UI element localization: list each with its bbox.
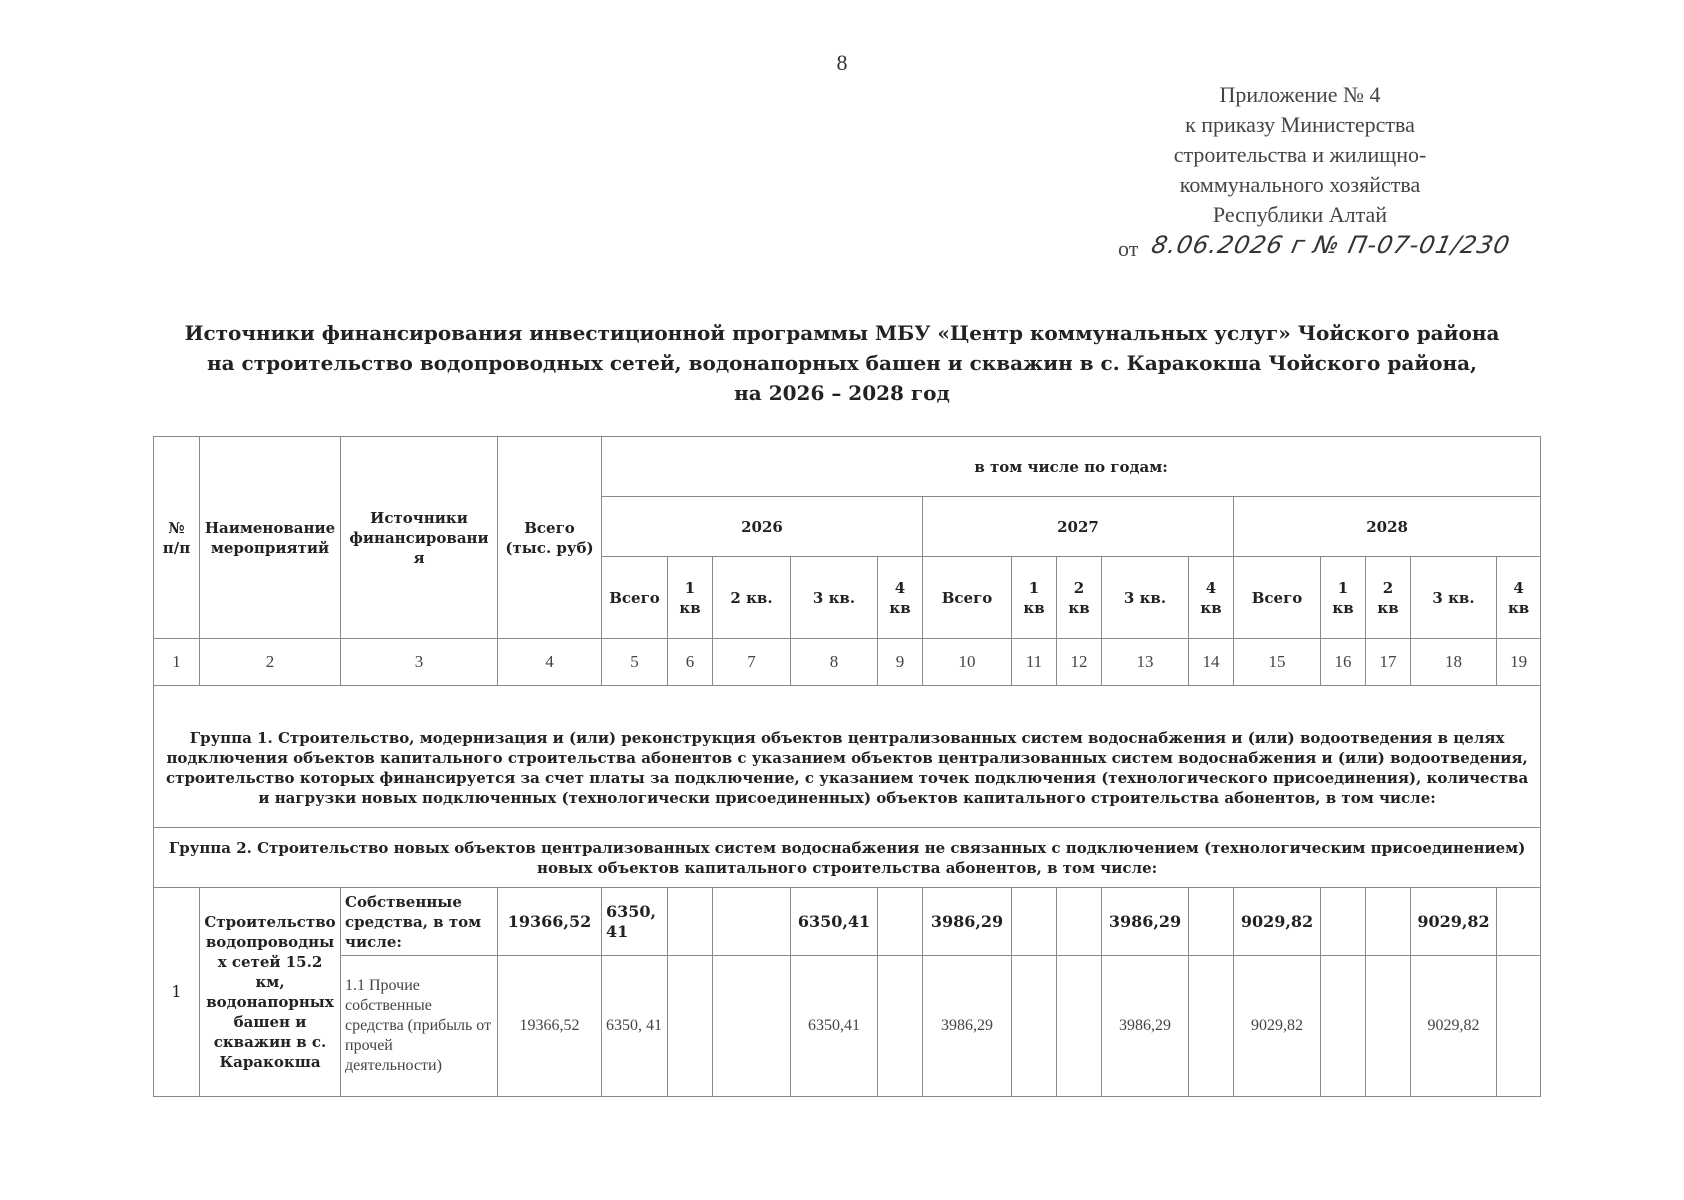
cell-2028-q4: [1497, 888, 1541, 956]
cell-2028-q2: [1366, 956, 1411, 1097]
column-number: 11: [1012, 639, 1057, 686]
approval-line: строительства и жилищно-: [1173, 142, 1427, 167]
column-number: 13: [1102, 639, 1189, 686]
column-number: 19: [1497, 639, 1541, 686]
cell-2027-q4: [1189, 888, 1234, 956]
header-source: Источники финансирования: [341, 437, 498, 639]
column-number: 6: [668, 639, 713, 686]
cell-2027-q1: [1012, 888, 1057, 956]
cell-2026-total: 6350, 41: [602, 888, 668, 956]
header-2026-q4: 4 кв: [878, 557, 923, 639]
row-number: 1: [154, 888, 200, 1097]
header-row-1: [154, 437, 1541, 497]
approval-line: Республики Алтай: [1212, 202, 1388, 227]
column-number-row: [154, 639, 1541, 686]
cell-2027-q3: 3986,29: [1102, 956, 1189, 1097]
group-1-text: Группа 1. Строительство, модернизация и (или) реконструкция объектов централизованных систем водоснабжения и (или) водоотведения в целях подключения объектов капитального строительства абонентов с указанием объектов централизованных систем водоснабжения и (или) водоотведения, строительство которых финансируется за счет платы за подключение, с указанием точек подключения (технологического присоединения), количества и нагрузки новых подключенных (технологически присоединенных) объектов капитального строительства абонентов, в том числе:: [154, 686, 1541, 828]
cell-2027-total: 3986,29: [923, 956, 1012, 1097]
column-number: 15: [1234, 639, 1321, 686]
header-2027-q4: 4 кв: [1189, 557, 1234, 639]
cell-2026-q4: [878, 956, 923, 1097]
financing-table: [153, 436, 1541, 1097]
column-number: 5: [602, 639, 668, 686]
cell-2028-q3: 9029,82: [1411, 956, 1497, 1097]
cell-2026-total: 6350, 41: [602, 956, 668, 1097]
title-line: на строительство водопроводных сетей, водонапорных башен и скважин в с. Каракокша Чойского района,: [206, 351, 1478, 375]
cell-2028-total: 9029,82: [1234, 956, 1321, 1097]
header-2028-q3: 3 кв.: [1411, 557, 1497, 639]
header-2027-q2: 2 кв: [1057, 557, 1102, 639]
group-2-text: Группа 2. Строительство новых объектов централизованных систем водоснабжения не связанных с подключением (технологическим присоединением) новых объектов капитального строительства абонентов, в том числе:: [154, 828, 1541, 888]
approval-line: Приложение № 4: [1219, 82, 1381, 107]
column-number: 9: [878, 639, 923, 686]
header-num: № п/п: [154, 437, 200, 639]
header-name: Наименование мероприятий: [200, 437, 341, 639]
header-2027-q1: 1 кв: [1012, 557, 1057, 639]
source-own-funds: Собственные средства, в том числе:: [341, 888, 498, 956]
cell-2026-q1: [668, 888, 713, 956]
header-2026-q3: 3 кв.: [791, 557, 878, 639]
approval-line: коммунального хозяйства: [1179, 172, 1421, 197]
title-line: Источники финансирования инвестиционной программы МБУ «Центр коммунальных услуг» Чойского района: [184, 321, 1500, 345]
header-2028-total: Всего: [1234, 557, 1321, 639]
cell-2026-q3: 6350,41: [791, 888, 878, 956]
cell-2028-q1: [1321, 888, 1366, 956]
cell-2026-q2: [713, 956, 791, 1097]
page-number: 8: [836, 50, 848, 75]
header-2028-q1: 1 кв: [1321, 557, 1366, 639]
cell-total: 19366,52: [498, 888, 602, 956]
column-number: 17: [1366, 639, 1411, 686]
approval-date-prefix: от: [1118, 236, 1139, 261]
header-2026-total: Всего: [602, 557, 668, 639]
header-2027-total: Всего: [923, 557, 1012, 639]
approval-date-line: [1118, 230, 1513, 264]
cell-2026-q1: [668, 956, 713, 1097]
header-2026-q2: 2 кв.: [713, 557, 791, 639]
cell-2027-total: 3986,29: [923, 888, 1012, 956]
cell-2027-q2: [1057, 888, 1102, 956]
measure-name: Строительство водопроводных сетей 15.2 км, водонапорных башен и скважин в с. Каракокша: [200, 888, 341, 1097]
cell-2028-q3: 9029,82: [1411, 888, 1497, 956]
column-number: 14: [1189, 639, 1234, 686]
column-number: 4: [498, 639, 602, 686]
handwritten-date-signature: 8.06.2026 г № П-07-01/230: [1149, 231, 1513, 259]
header-by-years: в том числе по годам:: [602, 437, 1541, 497]
cell-2027-q2: [1057, 956, 1102, 1097]
header-year-2026: 2026: [602, 497, 923, 557]
column-number: 12: [1057, 639, 1102, 686]
cell-2028-q2: [1366, 888, 1411, 956]
column-number: 2: [200, 639, 341, 686]
header-2027-q3: 3 кв.: [1102, 557, 1189, 639]
column-number: 10: [923, 639, 1012, 686]
cell-2026-q4: [878, 888, 923, 956]
header-2026-q1: 1 кв: [668, 557, 713, 639]
cell-2026-q3: 6350,41: [791, 956, 878, 1097]
column-number: 16: [1321, 639, 1366, 686]
group-1-row: [154, 686, 1541, 828]
cell-2028-q1: [1321, 956, 1366, 1097]
table-row: [154, 888, 1541, 956]
cell-2027-q1: [1012, 956, 1057, 1097]
table-row: [154, 956, 1541, 1097]
title-line: на 2026 – 2028 год: [734, 381, 950, 405]
header-total: Всего (тыс. руб): [498, 437, 602, 639]
cell-2027-q4: [1189, 956, 1234, 1097]
column-number: 7: [713, 639, 791, 686]
header-2028-q4: 4 кв: [1497, 557, 1541, 639]
header-2028-q2: 2 кв: [1366, 557, 1411, 639]
header-year-2027: 2027: [923, 497, 1234, 557]
cell-2027-q3: 3986,29: [1102, 888, 1189, 956]
column-number: 8: [791, 639, 878, 686]
cell-2026-q2: [713, 888, 791, 956]
cell-2028-total: 9029,82: [1234, 888, 1321, 956]
cell-2028-q4: [1497, 956, 1541, 1097]
cell-total: 19366,52: [498, 956, 602, 1097]
approval-block: [1118, 80, 1513, 264]
column-number: 3: [341, 639, 498, 686]
approval-line: к приказу Министерства: [1185, 112, 1415, 137]
header-year-2028: 2028: [1234, 497, 1541, 557]
document-title: [140, 318, 1544, 408]
source-other-own-funds: 1.1 Прочие собственные средства (прибыль от прочей деятельности): [341, 956, 498, 1097]
column-number: 18: [1411, 639, 1497, 686]
group-2-row: [154, 828, 1541, 888]
column-number: 1: [154, 639, 200, 686]
